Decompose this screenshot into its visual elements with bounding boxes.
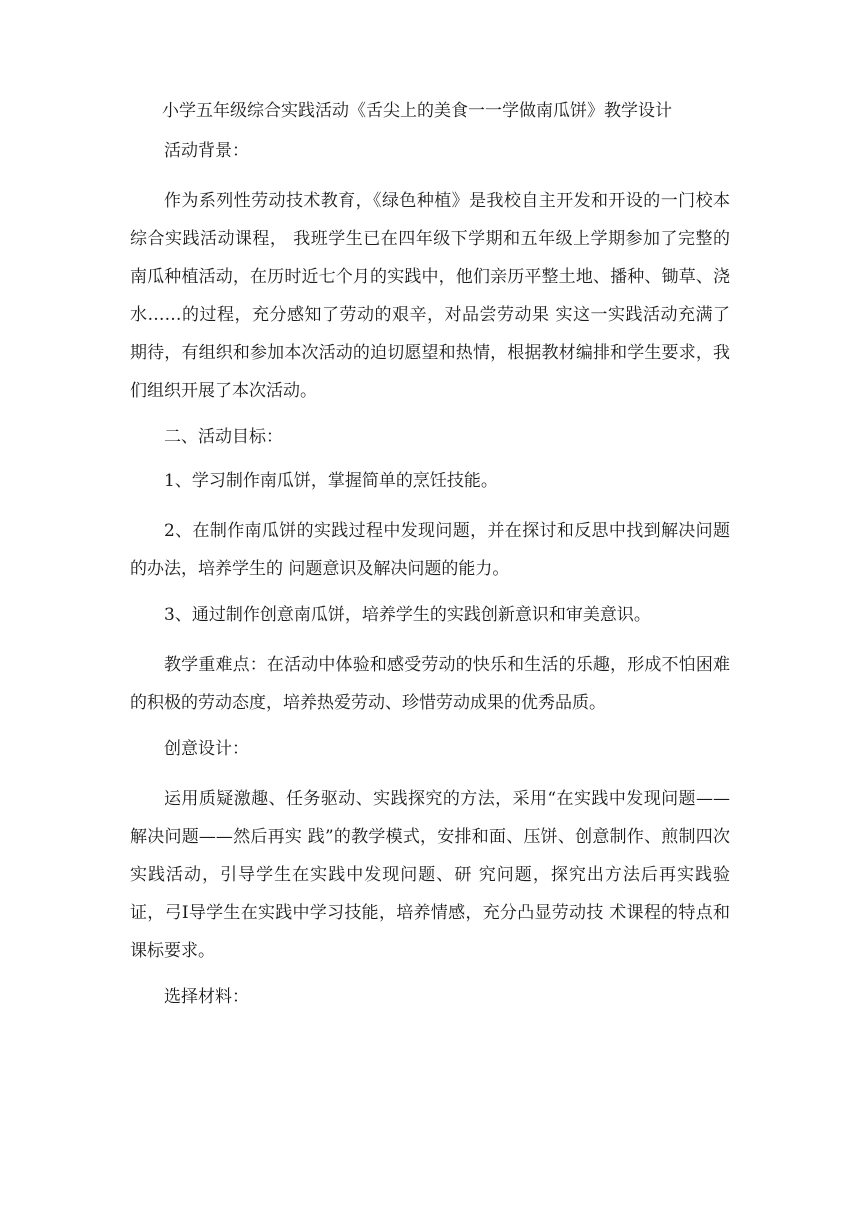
- materials-heading: 选择材料：: [164, 987, 249, 1007]
- goal-item-3: 3、通过制作创意南瓜饼，培养学生的实践创新意识和审美意识。: [164, 605, 651, 625]
- background-heading: 活动背景：: [164, 141, 249, 161]
- goal-item-2: 2、在制作南瓜饼的实践过程中发现问题，并在探讨和反思中找到解决问题的办法，培养学生的 问题意识及解决问题的能力。: [130, 521, 730, 579]
- document-body: [130, 98, 730, 1028]
- key-points-paragraph: 教学重难点：在活动中体验和感受劳动的快乐和生活的乐趣，形成不怕困难的积极的劳动态度，培养热爱劳动、珍惜劳动成果的优秀品质。: [130, 655, 730, 713]
- design-heading: 创意设计：: [164, 739, 249, 759]
- document-title: 小学五年级综合实践活动《舌尖上的美食一一学做南瓜饼》教学设计: [162, 101, 672, 121]
- background-paragraph: 作为系列性劳动技术教育，《绿色种植》是我校自主开发和开设的一门校本综合实践活动课程， 我班学生已在四年级下学期和五年级上学期参加了完整的南瓜种植活动，在历时近七个月的实践中，他们亲历平整土地、播种、锄草、浇水……的过程，充分感知了劳动的艰辛，对品尝劳动果 实这一实践活动充满了期待，有组织和参加本次活动的迫切愿望和热情，根据教材编排和学生要求，我们组织开展了本次活动。: [130, 191, 730, 401]
- design-paragraph: 运用质疑激趣、任务驱动、实践探究的方法，采用“在实践中发现问题——解决问题——然后再实 践”的教学模式，安排和面、压饼、创意制作、煎制四次实践活动，引导学生在实践中发现问题、研 究问题，探究出方法后再实践验证，弓I导学生在实践中学习技能，培养情感，充分凸显劳动技 术课程的特点和课标要求。: [130, 789, 730, 961]
- goals-heading: 二、活动目标：: [164, 427, 283, 447]
- goal-item-1: 1、学习制作南瓜饼，掌握简单的烹饪技能。: [164, 471, 498, 491]
